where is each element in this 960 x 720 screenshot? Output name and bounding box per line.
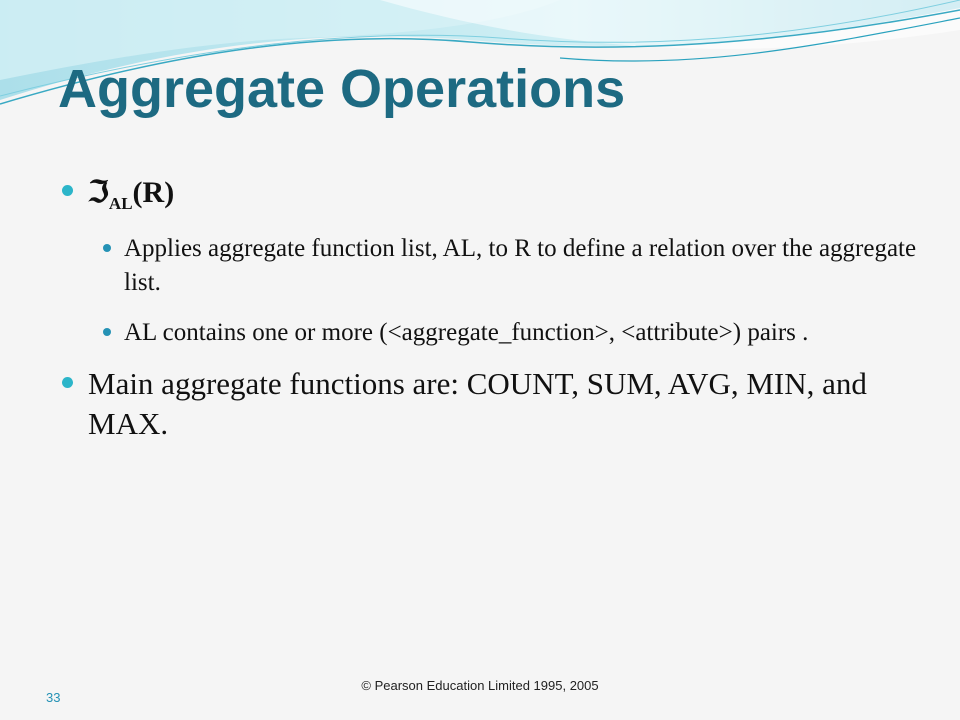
sub-bullet-text: AL contains one or more (<aggregate_function>, <attribute>) pairs . <box>124 319 809 346</box>
sub-bullet-applies <box>62 232 922 300</box>
aggregate-operator-subscript: AL <box>108 194 133 213</box>
operator-expression <box>88 174 175 213</box>
bullet-text: Main aggregate functions are: COUNT, SUM, AVG, MIN, and MAX. <box>88 366 867 441</box>
sub-bullet-al-contains <box>62 316 922 350</box>
aggregate-operator-argument: (R) <box>132 176 175 209</box>
slide-content <box>62 172 922 444</box>
bullet-main-functions <box>62 364 922 444</box>
page-number: 33 <box>46 690 61 705</box>
slide-title: Aggregate Operations <box>58 59 626 119</box>
bullet-dot-icon <box>62 377 73 388</box>
sub-bullet-dot-icon <box>103 328 111 336</box>
sub-bullet-dot-icon <box>103 244 111 252</box>
footer-copyright: © Pearson Education Limited 1995, 2005 <box>361 678 599 693</box>
bullet-aggregate-operator <box>62 172 922 224</box>
bullet-dot-icon <box>62 185 73 196</box>
sub-bullet-text: Applies aggregate function list, AL, to R to define a relation over the aggregate list. <box>124 235 917 296</box>
aggregate-operator-symbol: ℑ <box>88 176 109 209</box>
